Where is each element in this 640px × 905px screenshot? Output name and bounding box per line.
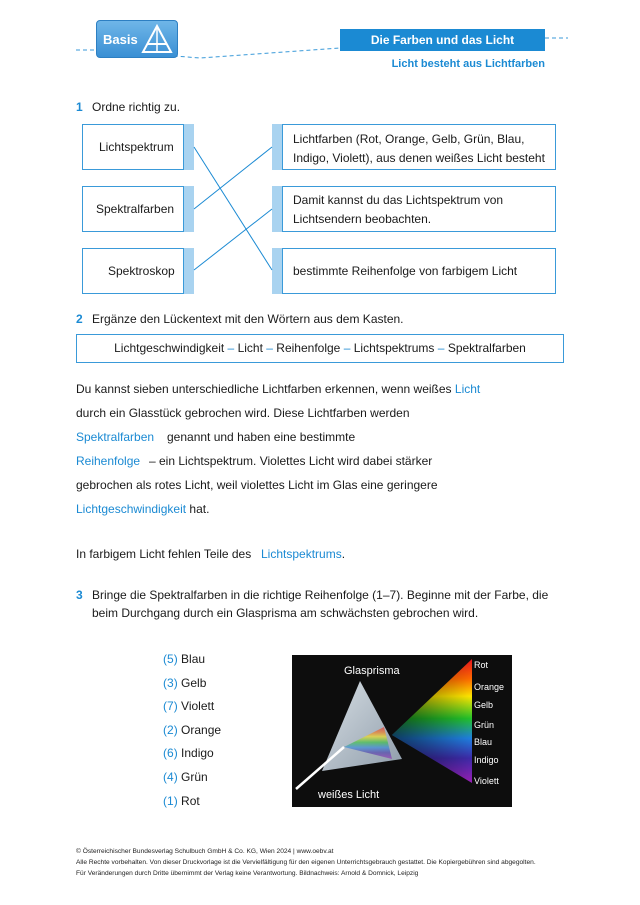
order-number[interactable]: 4 (167, 770, 174, 784)
task3-number: 3 (76, 588, 83, 602)
cloze-answer[interactable]: Lichtspektrums (261, 547, 342, 561)
term-label: Lichtspektrum (99, 140, 174, 154)
word: Lichtspektrums (353, 341, 435, 355)
footer-copyright: © Österreichischer Bundesverlag Schulbuch GmbH & Co. KG, Wien 2024 | www.oebv.at (76, 848, 334, 855)
cloze-text: genannt und haben eine bestimmte (167, 430, 356, 444)
task3-instruction-1: Bringe die Spektralfarben in die richtige Reihenfolge (1–7). Beginne mit der Farbe, die (92, 588, 549, 602)
cloze-line-2: durch ein Glasstück gebrochen wird. Diese Lichtfarben werden (76, 406, 410, 420)
word: Spektralfarben (447, 341, 526, 355)
order-color: Rot (181, 794, 200, 808)
order-item-7: (1) Rot (163, 794, 200, 808)
footer-rights: Alle Rechte vorbehalten. Von dieser Druckvorlage ist die Vervielfältigung für den eigenen Unterrichtsgebrauch gestattet. Die Kopiergebühren sind abgegolten. (76, 859, 536, 866)
page-subtitle: Licht besteht aus Lichtfarben (391, 58, 545, 70)
spectrum-label: Blau (474, 737, 493, 747)
word: Lichtgeschwindigkeit (114, 341, 225, 355)
order-number[interactable]: 1 (167, 794, 174, 808)
spectrum-label: Grün (474, 720, 495, 730)
prism-illustration (292, 655, 512, 807)
spectrum-label: Indigo (474, 755, 499, 765)
cloze-line-7 (76, 547, 345, 561)
order-number[interactable]: 6 (167, 746, 174, 760)
task2-instruction: Ergänze den Lückentext mit den Wörtern aus dem Kasten. (92, 312, 404, 326)
task1-instruction: Ordne richtig zu. (92, 100, 181, 114)
order-item-2: (3) Gelb (163, 676, 207, 690)
cloze-text: Du kannst sieben unterschiedliche Lichtfarben erkennen, wenn weißes (76, 382, 455, 396)
task2-number: 2 (76, 312, 83, 326)
cloze-answer[interactable]: Licht (454, 382, 481, 396)
term-label: Spektralfarben (96, 202, 175, 216)
order-number[interactable]: 2 (167, 723, 174, 737)
spectrum-label: Violett (474, 776, 499, 786)
topic-banner: Die Farben und das Licht (340, 29, 545, 51)
cloze-text: In farbigem Licht fehlen Teile des (76, 547, 252, 561)
cloze-text: . (341, 547, 346, 561)
white-light-label: weißes Licht (318, 789, 380, 801)
task1-number: 1 (76, 100, 83, 114)
cloze-line-6 (76, 502, 209, 516)
cloze-answer[interactable]: Lichtgeschwindigkeit (76, 502, 187, 516)
word: Reihenfolge (276, 341, 341, 355)
word: Licht (237, 341, 263, 355)
order-color: Violett (181, 699, 215, 713)
word-separator: – (437, 341, 445, 355)
cloze-line-1 (76, 382, 480, 396)
prism-label: Glasprisma (344, 665, 400, 677)
order-color: Orange (181, 723, 222, 737)
order-item-6: (4) Grün (163, 770, 208, 784)
cloze-answer[interactable]: Spektralfarben (76, 430, 155, 444)
order-item-4: (2) Orange (163, 723, 222, 737)
footer-disclaimer: Für Veränderungen durch Dritte übernimmt der Verlag keine Verantwortung. Bildnachweis: Arnold & Domnick, Leipzig (76, 870, 419, 877)
cloze-text: – ein Lichtspektrum. Violettes Licht wird dabei stärker (149, 454, 433, 468)
term-label: Spektroskop (108, 264, 175, 278)
cloze-line-5: gebrochen als rotes Licht, weil violettes Licht im Glas eine geringere (76, 478, 438, 492)
cloze-answer[interactable]: Reihenfolge (76, 454, 141, 468)
order-color: Blau (181, 652, 206, 666)
word-separator: – (227, 341, 235, 355)
order-number[interactable]: 3 (167, 676, 174, 690)
definition-label: bestimmte Reihenfolge von farbigem Licht (293, 264, 518, 278)
order-color: Indigo (181, 746, 214, 760)
word-box (76, 334, 564, 363)
order-number[interactable]: 7 (167, 699, 174, 713)
spectrum-label: Gelb (474, 700, 494, 710)
cloze-line-4 (76, 454, 432, 468)
order-item-5: (6) Indigo (163, 746, 214, 760)
cloze-text: hat. (186, 502, 210, 516)
spectrum-label: Orange (474, 682, 505, 692)
definition-label: Damit kannst du das Lichtspektrum von Lichtsendern beobachten. (293, 193, 504, 226)
order-color: Grün (181, 770, 208, 784)
order-color: Gelb (181, 676, 207, 690)
basis-badge-label: Basis (103, 32, 138, 47)
matching-lines (0, 0, 640, 320)
spectrum-label: Rot (474, 660, 489, 670)
definition-label: Lichtfarben (Rot, Orange, Gelb, Grün, Blau, Indigo, Violett), aus denen weißes Licht besteht (293, 132, 545, 165)
order-item-3: (7) Violett (163, 699, 215, 713)
task3-instruction-2: beim Durchgang durch ein Glasprisma am schwächsten gebrochen wird. (92, 606, 479, 620)
word-separator: – (266, 341, 273, 355)
cloze-line-3 (76, 430, 355, 444)
order-number[interactable]: 5 (167, 652, 174, 666)
order-item-1: (5) Blau (163, 652, 206, 666)
word-separator: – (343, 341, 351, 355)
